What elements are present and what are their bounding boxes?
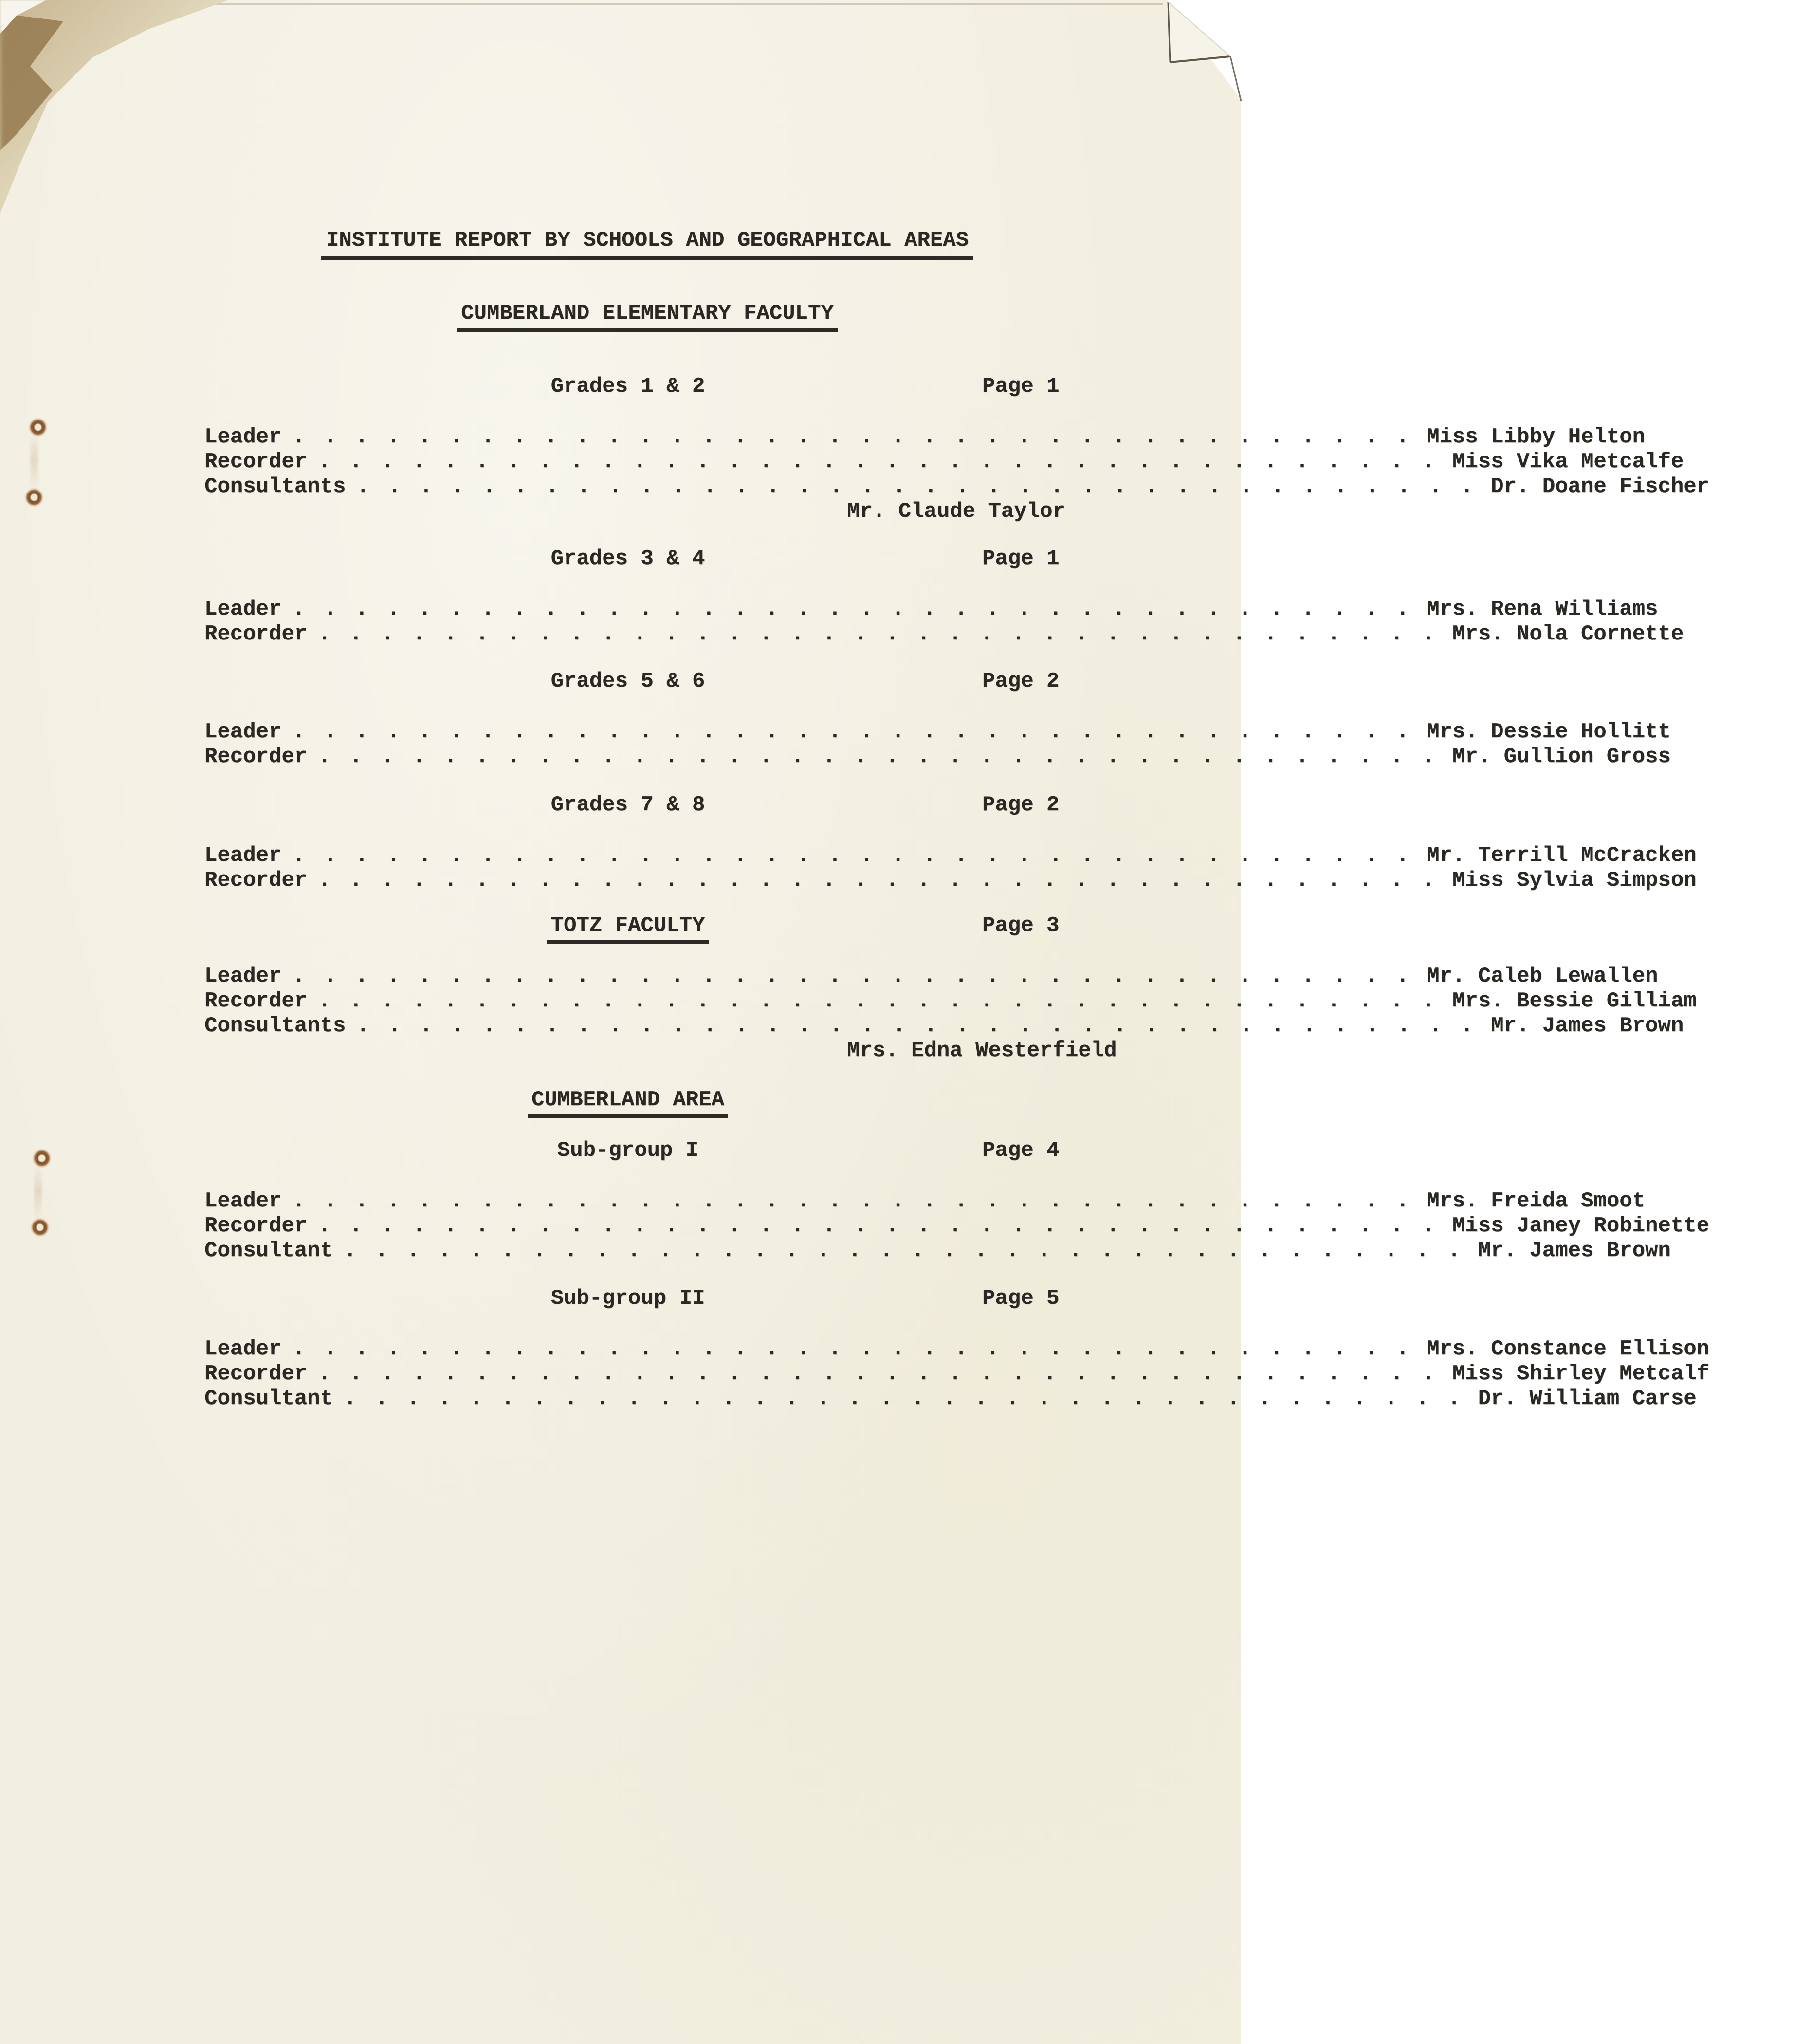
section-heading: Grades 5 & 6: [550, 669, 705, 694]
page-ref: Page 2: [982, 793, 1060, 817]
row-label: Leader: [204, 1337, 282, 1361]
person-name: Mrs. Rena Williams: [1427, 597, 1658, 621]
roster-row: [204, 425, 1646, 451]
roster-rows: [204, 1189, 1710, 1265]
dot-leader: . . . . . . . . . . . . . . . . . . . . . . . . . . . . . . . . . . . .: [356, 1014, 1477, 1038]
roster-row: [204, 989, 1697, 1015]
row-label: Recorder: [204, 989, 308, 1013]
roster-row: [204, 474, 1710, 501]
dot-leader: . . . . . . . . . . . . . . . . . . . . . . . . . . . . . . . . . . . .: [292, 964, 1412, 988]
person-name: Miss Sylvia Simpson: [1452, 868, 1697, 893]
dot-leader: . . . . . . . . . . . . . . . . . . . . . . . . . . . . . . . . . . . .: [292, 1337, 1412, 1361]
row-label: Leader: [204, 597, 282, 621]
person-name: Mr. James Brown: [1478, 1239, 1671, 1263]
roster-row: [204, 1362, 1710, 1388]
person-name: Dr. William Carse: [1478, 1387, 1697, 1411]
roster-row: [204, 843, 1697, 870]
person-name: Mrs. Edna Westerfield: [847, 1039, 1117, 1063]
dot-leader: . . . . . . . . . . . . . . . . . . . . . . . . . . . . . . . . . . . .: [292, 720, 1412, 744]
row-label: Leader: [204, 425, 282, 449]
person-name: Mr. Caleb Lewallen: [1427, 964, 1658, 988]
row-label: Recorder: [204, 1362, 308, 1386]
dot-leader: . . . . . . . . . . . . . . . . . . . . . . . . . . . . . . . . . . . .: [292, 597, 1412, 621]
section-grades-3-4: [0, 547, 1684, 648]
subtitle-row: [178, 303, 1117, 332]
row-label: Recorder: [204, 622, 308, 646]
dot-leader: . . . . . . . . . . . . . . . . . . . . . . . . . . . . . . . . . . . .: [292, 843, 1412, 868]
person-name: Dr. Doane Fischer: [1491, 474, 1710, 499]
page-ref: Page 3: [982, 913, 1060, 938]
page-ref: Page 4: [982, 1138, 1060, 1163]
roster-row: [204, 597, 1658, 623]
roster-rows: [204, 1337, 1710, 1413]
page-ref: Page 1: [982, 374, 1060, 399]
roster-row: [204, 745, 1671, 771]
person-name: Mrs. Freida Smoot: [1427, 1189, 1646, 1213]
person-name: Mr. Gullion Gross: [1452, 745, 1671, 769]
dot-leader: . . . . . . . . . . . . . . . . . . . . . . . . . . . . . . . . . . . .: [318, 868, 1438, 893]
roster-row: [204, 1189, 1646, 1215]
section-heading: Grades 3 & 4: [550, 547, 705, 571]
folded-corner: [1153, 0, 1241, 107]
row-label: Consultants: [204, 1014, 346, 1038]
roster-row: [204, 1337, 1710, 1363]
person-name: Mr. Claude Taylor: [847, 499, 1065, 524]
roster-row: [204, 1387, 1697, 1413]
roster-row: [204, 868, 1697, 894]
row-label: Recorder: [204, 450, 308, 474]
person-name: Mrs. Constance Ellison: [1427, 1337, 1710, 1361]
person-name: Miss Libby Helton: [1427, 425, 1646, 449]
roster-row: [204, 622, 1684, 648]
dot-leader: . . . . . . . . . . . . . . . . . . . . . . . . . . . . . . . . . . . .: [292, 425, 1412, 449]
roster-row-continuation: [204, 501, 1168, 526]
section-sub-group-2: [0, 1286, 1710, 1413]
dot-leader: . . . . . . . . . . . . . . . . . . . . . . . . . . . . . . . . . . . .: [292, 1189, 1412, 1213]
section-heading: Grades 1 & 2: [550, 374, 705, 399]
section-heading: Sub-group I: [557, 1138, 699, 1163]
page-ref: Page 5: [982, 1286, 1060, 1311]
roster-rows: [204, 964, 1697, 1065]
roster-row: [204, 1239, 1671, 1265]
person-name: Mrs. Bessie Gilliam: [1452, 989, 1697, 1013]
title-row: [178, 230, 1117, 260]
dot-leader: . . . . . . . . . . . . . . . . . . . . . . . . . . . . . . . . . . . .: [344, 1387, 1464, 1411]
roster-rows: [204, 425, 1710, 526]
dot-leader: . . . . . . . . . . . . . . . . . . . . . . . . . . . . . . . . . . . .: [318, 622, 1438, 646]
dot-leader: . . . . . . . . . . . . . . . . . . . . . . . . . . . . . . . . . . . .: [318, 1362, 1438, 1386]
row-label: Consultant: [204, 1239, 333, 1263]
page-title: INSTITUTE REPORT BY SCHOOLS AND GEOGRAPHICAL AREAS: [321, 230, 973, 260]
section-grades-1-2: [0, 374, 1710, 526]
row-label: Leader: [204, 843, 282, 868]
row-label: Consultant: [204, 1387, 333, 1411]
person-name: Mrs. Nola Cornette: [1452, 622, 1684, 646]
page-ref: Page 2: [982, 669, 1060, 694]
section-heading: TOTZ FACULTY: [547, 915, 709, 944]
dot-leader: . . . . . . . . . . . . . . . . . . . . . . . . . . . . . . . . . . . .: [318, 1214, 1438, 1238]
person-name: Miss Vika Metcalfe: [1452, 450, 1684, 474]
roster-row: [204, 964, 1658, 990]
row-label: Leader: [204, 1189, 282, 1213]
roster-rows: [204, 720, 1671, 771]
roster-rows: [204, 843, 1697, 894]
area-heading: CUMBERLAND AREA: [528, 1089, 728, 1118]
row-label: Leader: [204, 720, 282, 744]
person-name: Miss Shirley Metcalf: [1452, 1362, 1710, 1386]
dot-leader: . . . . . . . . . . . . . . . . . . . . . . . . . . . . . . . . . . . .: [318, 989, 1438, 1013]
roster-row: [204, 1214, 1710, 1240]
dot-leader: . . . . . . . . . . . . . . . . . . . . . . . . . . . . . . . . . . . .: [318, 450, 1438, 474]
roster-row: [204, 1014, 1684, 1040]
roster-row: [204, 720, 1671, 746]
section-totz-faculty: [0, 913, 1697, 1065]
row-label: Recorder: [204, 1214, 308, 1238]
dot-leader: . . . . . . . . . . . . . . . . . . . . . . . . . . . . . . . . . . . .: [344, 1239, 1464, 1263]
section-heading: Sub-group II: [550, 1286, 705, 1311]
person-name: Mr. James Brown: [1491, 1014, 1684, 1038]
person-name: Mrs. Dessie Hollitt: [1427, 720, 1671, 744]
roster-rows: [204, 597, 1684, 648]
person-name: Miss Janey Robinette: [1452, 1214, 1710, 1238]
dot-leader: . . . . . . . . . . . . . . . . . . . . . . . . . . . . . . . . . . . .: [356, 474, 1477, 499]
section-grades-7-8: [0, 793, 1697, 894]
row-label: Recorder: [204, 868, 308, 893]
row-label: Consultants: [204, 474, 346, 499]
section-sub-group-1: [0, 1138, 1710, 1265]
roster-row-continuation: [204, 1040, 1168, 1065]
person-name: Mr. Terrill McCracken: [1427, 843, 1697, 868]
dot-leader: . . . . . . . . . . . . . . . . . . . . . . . . . . . . . . . . . . . .: [318, 745, 1438, 769]
page-ref: Page 1: [982, 547, 1060, 571]
roster-row: [204, 450, 1684, 476]
page-subtitle: CUMBERLAND ELEMENTARY FACULTY: [457, 303, 838, 332]
row-label: Recorder: [204, 745, 308, 769]
section-grades-5-6: [0, 669, 1671, 771]
row-label: Leader: [204, 964, 282, 988]
section-heading: Grades 7 & 8: [550, 793, 705, 817]
